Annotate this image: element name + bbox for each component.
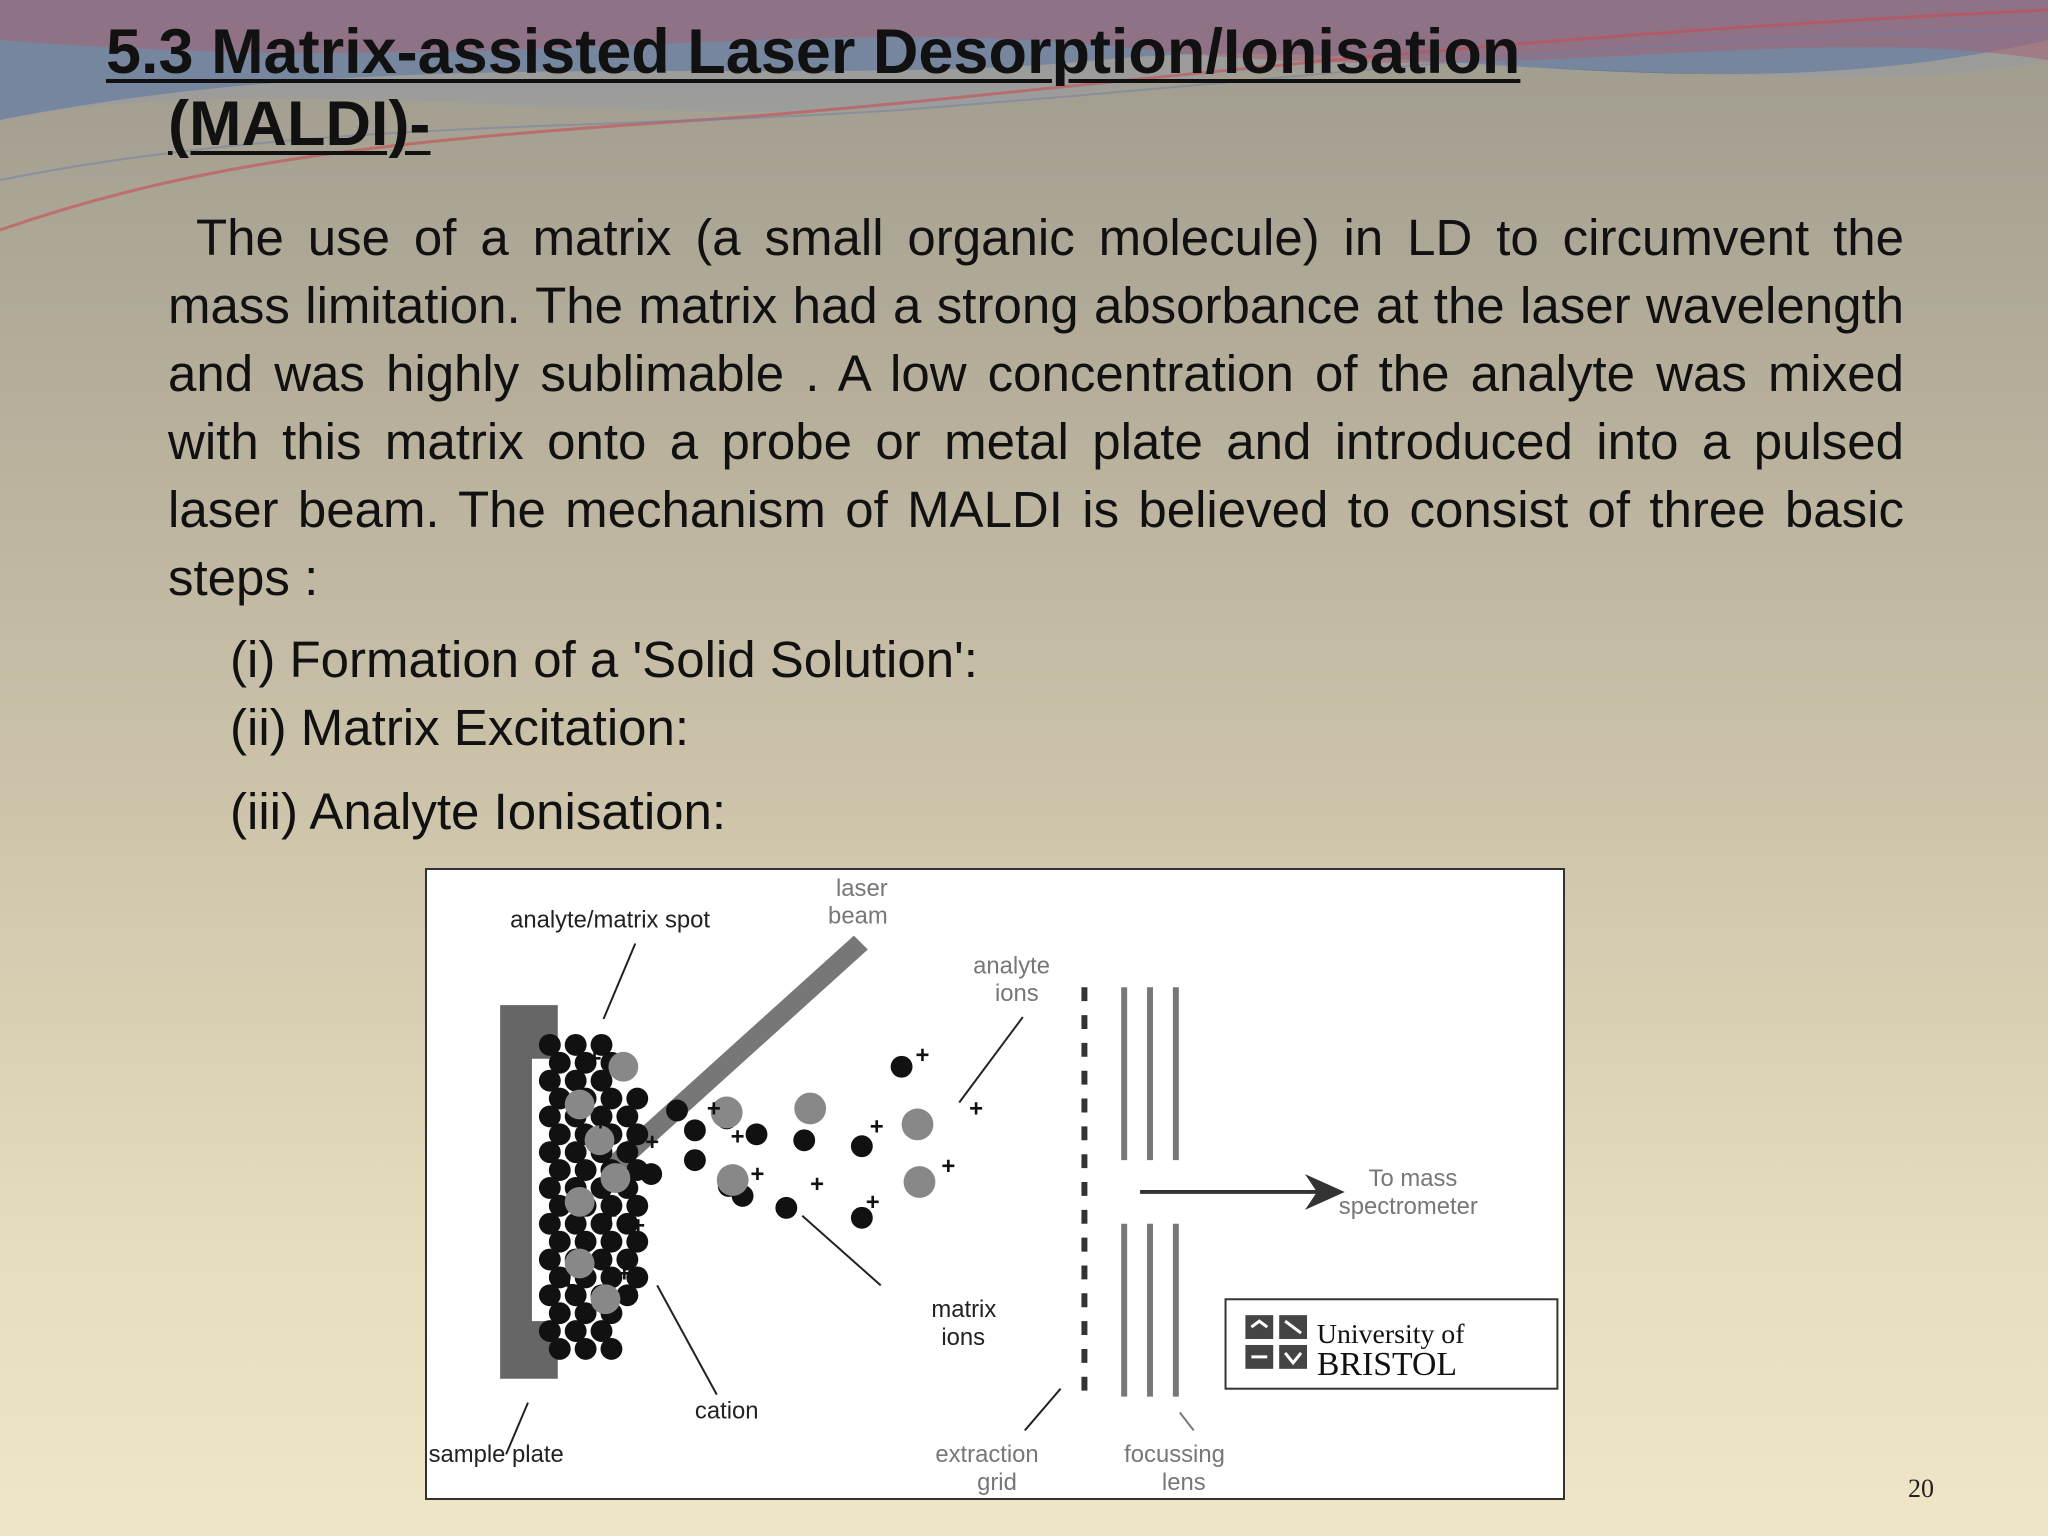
label-to-mass: To mass	[1368, 1164, 1458, 1192]
arrow-icon	[1140, 1174, 1345, 1210]
positive-charge-icon: +	[631, 1212, 646, 1240]
analyte-molecule	[591, 1284, 621, 1314]
matrix-molecule	[601, 1338, 623, 1360]
title-line-1: 5.3 Matrix-assisted Laser Desorption/Ionisation	[106, 17, 1521, 87]
logo-line-1: University of	[1316, 1318, 1465, 1350]
label-focussing: focussing	[1124, 1441, 1225, 1469]
analyte-ion	[794, 1093, 826, 1125]
label-matrix-ions: ions	[941, 1323, 986, 1351]
matrix-ion	[793, 1129, 815, 1151]
positive-charge-icon: +	[941, 1153, 956, 1181]
matrix-ion	[891, 1056, 913, 1078]
label-analyte-ions: ions	[995, 980, 1039, 1008]
analyte-molecule	[608, 1052, 638, 1082]
positive-charge-icon: +	[915, 1041, 930, 1069]
positive-charge-icon: +	[969, 1095, 984, 1123]
matrix-ion	[640, 1163, 662, 1185]
label-extraction-grid: grid	[977, 1469, 1017, 1497]
positive-charge-icon: +	[869, 1113, 884, 1141]
label-sample-plate: sample plate	[428, 1441, 564, 1469]
page-number: 20	[1908, 1474, 1934, 1503]
logo-line-2: BRISTOL	[1316, 1345, 1458, 1383]
label-extraction: extraction	[935, 1441, 1039, 1469]
matrix-ion	[684, 1149, 706, 1171]
label-matrix: matrix	[931, 1296, 997, 1324]
positive-charge-icon: +	[575, 1159, 590, 1187]
positive-charge-icon: +	[561, 1272, 576, 1300]
matrix-ion	[746, 1123, 768, 1145]
label-laser: laser	[836, 874, 888, 902]
matrix-molecule	[575, 1338, 597, 1360]
positive-charge-icon: +	[810, 1170, 825, 1198]
matrix-ion	[775, 1197, 797, 1219]
university-of-bristol-logo	[1226, 1299, 1558, 1388]
label-beam: beam	[828, 902, 888, 930]
analyte-molecule	[565, 1090, 595, 1120]
label-cation: cation	[694, 1397, 759, 1425]
title-line-2: (MALDI)-	[168, 89, 431, 159]
analyte-ion	[717, 1164, 749, 1196]
positive-charge-icon: +	[617, 1260, 632, 1288]
matrix-molecule	[549, 1338, 571, 1360]
analyte-ion	[902, 1108, 934, 1140]
matrix-ion	[666, 1100, 688, 1122]
label-spectrometer: spectrometer	[1338, 1192, 1478, 1220]
positive-charge-icon: +	[593, 1109, 608, 1137]
step-2: (ii) Matrix Excitation:	[230, 699, 690, 756]
analyte-ion	[904, 1166, 936, 1198]
maldi-diagram-svg	[427, 870, 1563, 1498]
positive-charge-icon: +	[603, 1202, 618, 1230]
slide-title	[106, 16, 1666, 160]
positive-charge-icon: +	[730, 1123, 745, 1151]
analyte-molecule	[565, 1187, 595, 1217]
positive-charge-icon: +	[587, 1045, 602, 1073]
label-focussing-lens: lens	[1161, 1469, 1206, 1497]
label-analyte: analyte	[973, 952, 1050, 980]
step-3: (iii) Analyte Ionisation:	[230, 783, 727, 840]
analyte-molecule	[601, 1163, 631, 1193]
label-analyte-matrix-spot: analyte/matrix spot	[510, 906, 711, 934]
maldi-diagram	[425, 868, 1565, 1500]
matrix-ion	[684, 1119, 706, 1141]
body-paragraph: The use of a matrix (a small organic molecule) in LD to circumvent the mass limitation. The matrix had a strong absorbance at the laser wavelength and was highly sublimable . A low concentration of the analyte was mixed with this matrix onto a probe or metal plate and introduced into a pulsed laser beam. The mechanism of MALDI is believed to consist of three basic steps :	[168, 209, 1904, 606]
positive-charge-icon: +	[645, 1129, 660, 1157]
step-1: (i) Formation of a 'Solid Solution':	[230, 631, 978, 688]
particles	[539, 1034, 986, 1360]
positive-charge-icon: +	[706, 1095, 721, 1123]
positive-charge-icon: +	[865, 1188, 880, 1216]
positive-charge-icon: +	[750, 1161, 765, 1189]
